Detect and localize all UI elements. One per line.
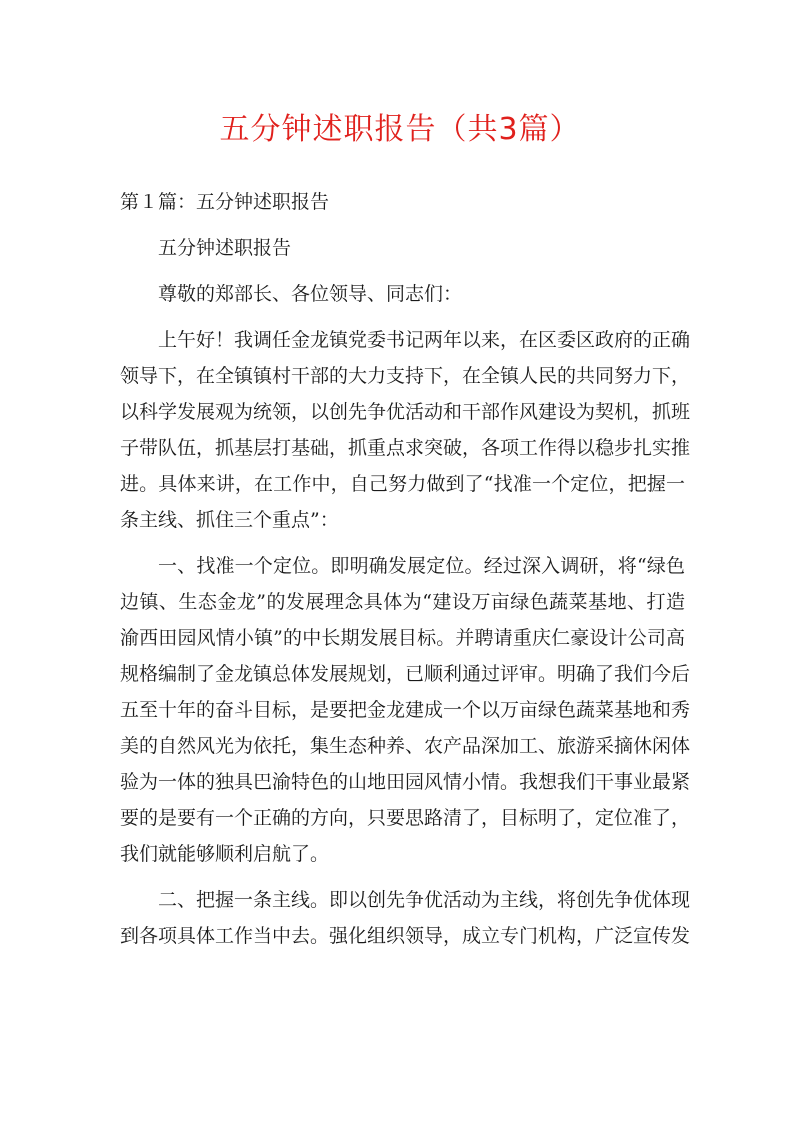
- report-subtitle: 五分钟述职报告: [158, 237, 292, 259]
- paragraph-line: 验为一体的独具巴渝特色的山地田园风情小情。我想我们干事业最紧: [120, 771, 691, 793]
- paragraph-line: 边镇、生态金龙”的发展理念具体为“建设万亩绿色蔬菜基地、打造: [120, 591, 685, 613]
- paragraph-line: 渝西田园风情小镇”的中长期发展目标。并聘请重庆仁豪设计公司高: [120, 627, 685, 649]
- paragraph-line: 二、把握一条主线。即以创先争优活动为主线，将创先争优体现: [158, 889, 691, 911]
- paragraph-line: 条主线、抓住三个重点”：: [120, 509, 339, 531]
- document-body: [120, 184, 691, 954]
- paragraph-line: 美的自然风光为依托，集生态种养、农产品深加工、旅游采摘休闲体: [120, 735, 691, 757]
- paragraph-line: 我们就能够顺利启航了。: [120, 843, 330, 865]
- paragraph-main-line: [120, 882, 691, 954]
- paragraph-line: 领导下，在全镇镇村干部的大力支持下，在全镇人民的共同努力下，: [120, 365, 691, 387]
- section-heading: 第１篇：五分钟述职报告: [120, 191, 330, 213]
- paragraph-positioning: [120, 548, 691, 872]
- paragraph-line: 子带队伍，抓基层打基础，抓重点求突破，各项工作得以稳步扎实推: [120, 437, 691, 459]
- paragraph-line: 进。具体来讲，在工作中，自己努力做到了“找准一个定位，把握一: [120, 473, 685, 495]
- paragraph-line: 到各项具体工作当中去。强化组织领导，成立专门机构，广泛宣传发: [120, 925, 691, 947]
- paragraph-opening: [120, 322, 691, 538]
- document-title: 五分钟述职报告（共3篇）: [219, 112, 581, 147]
- paragraph-line: 以科学发展观为统领，以创先争优活动和干部作风建设为契机，抓班: [120, 401, 691, 423]
- salutation: 尊敬的郑部长、各位领导、同志们：: [158, 283, 463, 305]
- paragraph-line: 规格编制了金龙镇总体发展规划，已顺利通过评审。明确了我们今后: [120, 663, 691, 685]
- paragraph-line: 要的是要有一个正确的方向，只要思路清了，目标明了，定位准了，: [120, 807, 691, 829]
- paragraph-line: 五至十年的奋斗目标，是要把金龙建成一个以万亩绿色蔬菜基地和秀: [120, 699, 691, 721]
- paragraph-line: 上午好！我调任金龙镇党委书记两年以来，在区委区政府的正确: [158, 329, 691, 351]
- paragraph-line: 一、找准一个定位。即明确发展定位。经过深入调研，将“绿色: [158, 555, 685, 577]
